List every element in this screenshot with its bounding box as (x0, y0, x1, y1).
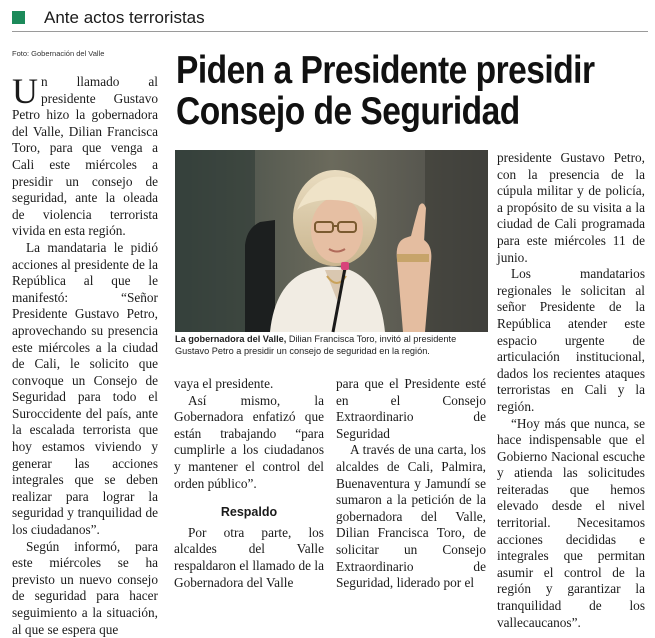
article-lead-paragraph (12, 71, 158, 240)
article-paragraph: Así mismo, la Gobernadora enfatizó que están trabajando “para cumplirle a los ciudadanos y mantener el control del orden público”. (174, 392, 324, 491)
photo-caption (175, 334, 488, 357)
photo-illustration (175, 150, 488, 332)
article-paragraph: para que el Presidente esté en el Consejo Extraordinario de Seguridad (336, 376, 486, 441)
headline (176, 49, 595, 133)
article-column-2 (174, 376, 324, 591)
photo-credit: Foto: Gobernación del Valle (12, 49, 105, 58)
headline-line-2: Consejo de Seguridad (176, 90, 520, 133)
caption-lead: La gobernadora del Valle, (175, 334, 287, 344)
article-paragraph: Por otra parte, los alcaldes del Valle respaldaron el llamado de la Gobernadora del Valle (174, 524, 324, 590)
section-title: Ante actos terroristas (44, 8, 205, 27)
article-paragraph: presidente Gustavo Petro, con la presencia de la cúpula militar y de policía, a propósito de su visita a la ciudad de Cali programada para este miércoles 11 de junio. (497, 150, 645, 265)
drop-cap: U (12, 71, 38, 111)
article-column-3 (336, 376, 486, 592)
article-paragraph: “Hoy más que nunca, se hace indispensable que el Gobierno Nacional escuche y atienda las solicitudes reiteradas que hemos elevado desde el nivel territorial. Necesitamos acciones decididas e integrales que permitan asumir el control de la región y garantizar la tranquilidad de los vallecaucanos”. (497, 415, 645, 630)
paragraph-text: n llamado al presidente Gustavo Petro hizo la gobernadora del Valle, Dilian Francisca Toro, para que venga a Cali este miércoles a presidir un consejo de seguridad, ante la oleada de violencia terrorista vivida en esta región. (12, 74, 158, 239)
article-column-1 (12, 71, 158, 638)
article-paragraph: Los mandatarios regionales le solicitan al señor Presidente de la República atender este espacio urgente de articulación institucional, dados los recientes ataques terroristas en Cali y la región. (497, 266, 645, 414)
section-marker (12, 11, 25, 24)
article-paragraph: vaya el presidente. (174, 376, 274, 391)
article-paragraph: A través de una carta, los alcaldes de Cali, Palmira, Buenaventura y Jamundí se sumaron a la petición de la gobernadora del Valle, Dilian Francisca Toro, de solicitar un Consejo Extraordinario de Seguridad, liderado por el (336, 442, 486, 591)
caption-text: Dilian Francisca Toro, invitó al presidente Gustavo Petro a presidir un consejo de seguridad en la región. (175, 334, 457, 356)
article-photo (175, 150, 488, 332)
article-paragraph: La mandataria le pidió acciones al presidente de la República al que le manifestó: “Señor Presidente Gustavo Petro, aprovechando su presencia este miércoles a la ciudad de Cali, le solicito que convoque un Consejo de Seguridad para todo el Suroccidente del país, ante la escalada terrorista que hoy estamos viviendo y generar las acciones integrales que se deben realizar para lograr la seguridad y tranquilidad de los ciudadanos”. (12, 239, 158, 538)
article-column-4 (497, 150, 645, 631)
section-header (12, 8, 648, 30)
section-rule (12, 31, 648, 32)
article-subhead: Respaldo (220, 505, 278, 520)
headline-line-1: Piden a Presidente presidir (176, 49, 595, 92)
article-paragraph: Según informó, para este miércoles se ha previsto un nuevo consejo de seguridad para hacer seguimiento a la situación, al que se espera que (12, 538, 158, 637)
